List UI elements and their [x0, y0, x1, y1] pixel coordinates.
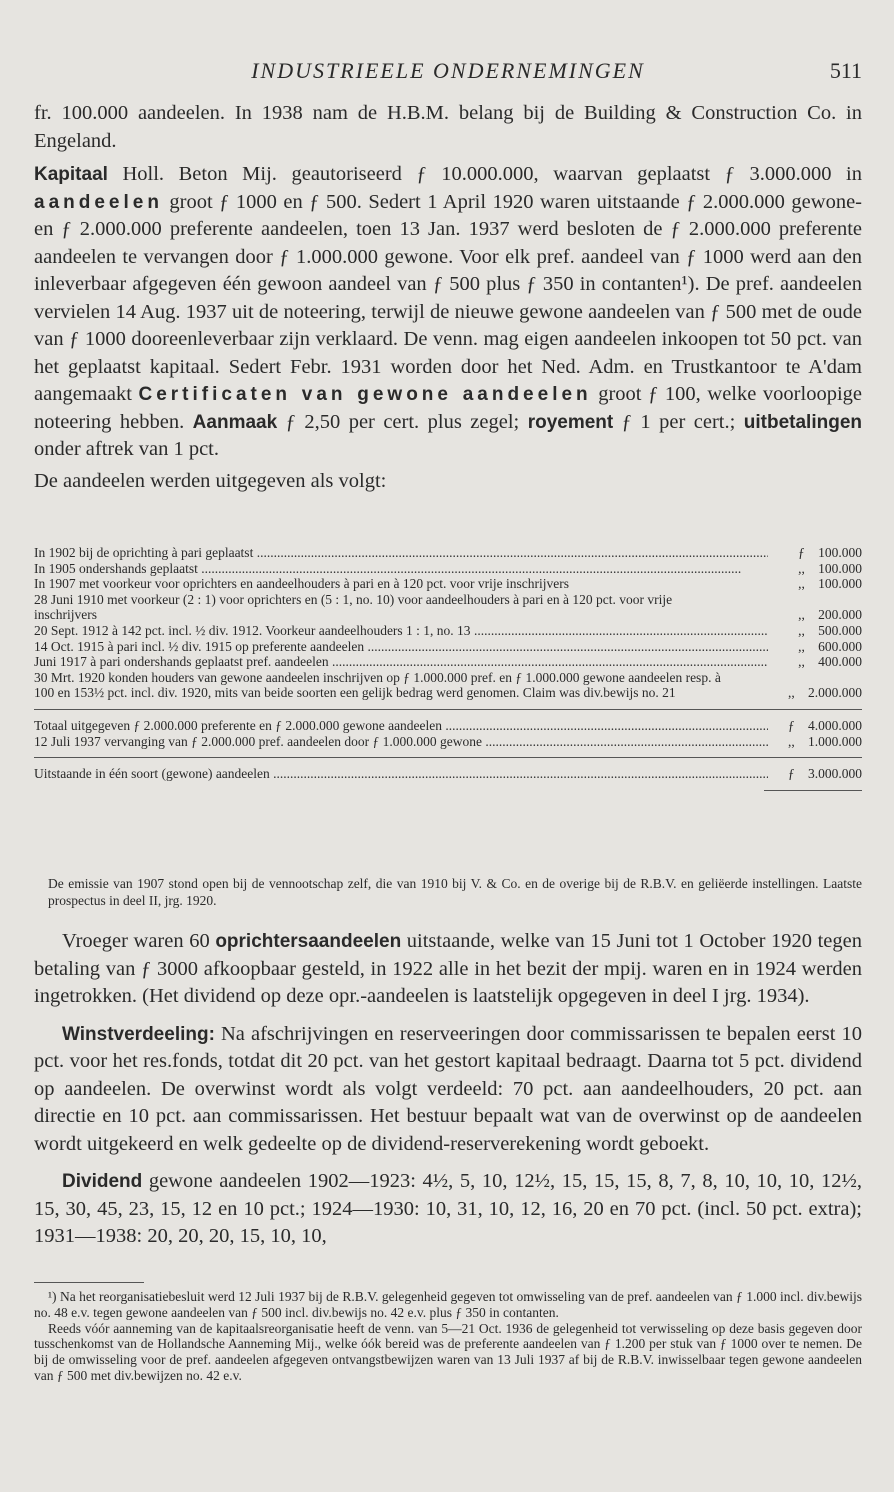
- currency-mark: ƒ: [788, 717, 795, 733]
- table-row: [34, 766, 862, 782]
- currency-mark: ƒ: [798, 545, 805, 560]
- table-row: [34, 654, 862, 670]
- table-row: [34, 718, 862, 734]
- issue-desc: Juni 1917 à pari ondershands geplaatst pref. aandeelen .....: [34, 654, 768, 670]
- issue-amount: 200.000: [818, 607, 862, 623]
- kapitaal-paragraph: [34, 161, 862, 464]
- uitbetalingen-label: uitbetalingen: [743, 411, 862, 433]
- issue-desc: In 1905 ondershands geplaatst .....: [34, 561, 768, 577]
- table-divider: [34, 709, 862, 710]
- oprichters-text-2: uitstaande, welke van 15 Juni tot 1 October 1920 tegen betaling van ƒ 3000 afkoopbaar gesteld, in 1922 alle in het bezit der mpij. waren en in 1924 werden ingetrokken. (Het dividend op deze opr.-aandeelen is laatstelijk opgegeven in deel I jrg. 1934).: [34, 930, 862, 1007]
- emission-note-text: De emissie van 1907 stond open bij de vennootschap zelf, die van 1910 bij V. & Co. en de overige bij de R.B.V. en geliëerde instellingen. Laatste prospectus in deel II, jrg. 1920.: [48, 876, 862, 908]
- issue-desc: 20 Sept. 1912 à 142 pct. incl. ½ div. 1912. Voorkeur aandeelhouders 1 : 1, no. 13 .....: [34, 623, 768, 639]
- issue-desc: 14 Oct. 1915 à pari incl. ½ div. 1915 op preferente aandeelen .....: [34, 639, 768, 655]
- currency-mark: ,,: [798, 622, 805, 638]
- footnote-2: Reeds vóór aanneming van de kapitaalsreorganisatie heeft de venn. van 5—21 Oct. 1936 de gelegenheid tot verwisseling op deze basis gegeven door tusschenkomst van de Hollandsche Aanneming Mij., welke óók bereid was de preferente aandeelen van ƒ 1.200 per stuk van ƒ 1000 over te nemen. De bij de omwisseling voor de pref. aandeelen afgegeven ontvangstbewijzen waren van 13 Juli 1937 af bij de R.B.V. inwisselbaar tegen gewone aandeelen van ƒ 500 met div.bewijzen no. 42 e.v.: [34, 1320, 862, 1383]
- table-row: [34, 561, 862, 577]
- total-amount: 4.000.000: [808, 717, 862, 733]
- kapitaal-text-6: onder aftrek van 1 pct.: [34, 438, 219, 460]
- dividend-label: Dividend: [62, 1171, 143, 1192]
- table-row: [34, 639, 862, 655]
- footnote-1: ¹) Na het reorganisatiebesluit werd 12 Juli 1937 bij de R.B.V. gelegenheid gegeven tot omwisseling van de pref. aandeelen van ƒ 1.000 incl. div.bewijs no. 48 e.v. tegen gewone aandeelen van ƒ 500 incl. div.bewijs no. 42 e.v. plus ƒ 350 in contanten.: [34, 1289, 862, 1320]
- oprichters-text-1: Vroeger waren 60: [62, 930, 216, 952]
- currency-mark: ,,: [798, 638, 805, 654]
- intro-paragraph: fr. 100.000 aandeelen. In 1938 nam de H.B.M. belang bij de Building & Construction Co. in Engeland.: [34, 102, 862, 152]
- issue-amount: 600.000: [818, 638, 862, 654]
- table-divider: [34, 757, 862, 758]
- issue-amount: 100.000: [818, 560, 862, 576]
- kapitaal-text-5: ƒ 1 per cert.;: [613, 410, 744, 433]
- currency-mark: ,,: [798, 576, 805, 592]
- currency-mark: ,,: [798, 560, 805, 576]
- oprichters-label: oprichtersaandeelen: [215, 931, 402, 952]
- issue-amount: 400.000: [818, 654, 862, 670]
- dividend-paragraph: [34, 1168, 862, 1251]
- table-row: [34, 592, 862, 623]
- table-row: [34, 623, 862, 639]
- currency-mark: ,,: [798, 654, 805, 670]
- winst-label: Winstverdeeling:: [62, 1023, 215, 1045]
- running-header: [34, 58, 862, 88]
- winst-paragraph: [34, 1021, 862, 1159]
- aanmaak-label: Aanmaak: [192, 411, 278, 433]
- issue-desc: In 1907 met voorkeur voor oprichters en aandeelhouders à pari en à 120 pct. voor vrije inschrijvers: [34, 576, 569, 592]
- kapitaal-text-4: ƒ 2,50 per cert. plus zegel;: [277, 410, 528, 433]
- aandeelen-term: aandeelen: [34, 191, 163, 213]
- table-row: [34, 670, 862, 701]
- footnotes: [34, 1282, 862, 1384]
- issue-desc: In 1902 bij de oprichting à pari geplaatst .....: [34, 545, 768, 561]
- footnote-divider: [34, 1282, 144, 1283]
- issue-desc: 28 Juni 1910 met voorkeur (2 : 1) voor oprichters en (5 : 1, no. 10) voor aandeelhouders à pari en à 120 pct. voor vrije inschrijvers: [34, 591, 673, 623]
- issue-desc: 30 Mrt. 1920 konden houders van gewone aandeelen inschrijven op ƒ 1.000.000 pref. en ƒ 1.000.000 gewone aandeelen resp. à 100 en 153½ pct. incl. div. 1920, mits van beide soorten een gelijk bedrag werd genomen. Claim was div.bewijs no. 21: [34, 669, 721, 701]
- issue-amount: 2.000.000: [808, 685, 862, 701]
- certificaten-term: Certificaten van gewone aandeelen: [138, 384, 592, 405]
- currency-mark: ƒ: [788, 766, 795, 782]
- issue-amount: 100.000: [818, 545, 862, 560]
- winst-text: Na afschrijvingen en reserveeringen door commissarissen te bepalen eerst 10 pct. voor het res.fonds, totdat dit 20 pct. van het gestort kapitaal bedraagt. Daarna tot 5 pct. dividend op aandeelen. De overwinst wordt als volgt verdeeld: 70 pct. aan aandeelhouders, 20 pct. aan directie en 10 pct. aan commissarissen. Het bestuur bepaalt wat van de overwinst op de aandeelen wordt uitgekeerd en welk gedeelte op de dividend-reserverekening wordt geboekt.: [34, 1022, 862, 1155]
- outstanding-amount: 3.000.000: [808, 766, 862, 782]
- currency-mark: ,,: [788, 733, 795, 749]
- issue-intro: De aandeelen werden uitgegeven als volgt:: [34, 469, 387, 492]
- dividend-text: gewone aandeelen 1902—1923: 4½, 5, 10, 12½, 15, 15, 15, 8, 7, 8, 10, 10, 10, 12½, 15, 30, 45, 23, 15, 12 en 10 pct.; 1924—1930: 10, 31, 10, 12, 16, 20 en 70 pct. (incl. 50 pct. extra); 1931—1938: 20, 20, 20, 15, 10, 10,: [34, 1170, 862, 1247]
- total-desc: Totaal uitgegeven ƒ 2.000.000 preferente en ƒ 2.000.000 gewone aandeelen .....: [34, 718, 768, 734]
- kapitaal-label: Kapitaal: [34, 164, 108, 185]
- issue-amount: 500.000: [818, 622, 862, 638]
- currency-mark: ,,: [788, 685, 795, 701]
- body-text-top: [34, 100, 862, 495]
- issue-amount: 100.000: [818, 576, 862, 592]
- table-row: [34, 545, 862, 561]
- body-text-bottom: [34, 928, 862, 1251]
- total-amount: 1.000.000: [808, 733, 862, 749]
- issue-table: [34, 545, 862, 799]
- royement-label: royement: [527, 411, 614, 433]
- table-row: [34, 734, 862, 750]
- header-title: INDUSTRIEELE ONDERNEMINGEN: [251, 58, 645, 83]
- page-number: 511: [829, 58, 862, 83]
- table-row: [34, 576, 862, 592]
- kapitaal-text-1: Holl. Beton Mij. geautoriseerd ƒ 10.000.000, waarvan geplaatst ƒ 3.000.000 in: [107, 163, 862, 185]
- kapitaal-text-3: groot ƒ 100, welke voorloopige noteering hebben.: [34, 383, 862, 433]
- outstanding-desc: Uitstaande in één soort (gewone) aandeelen .....: [34, 766, 768, 782]
- emission-note: [34, 875, 862, 909]
- table-divider: [764, 790, 862, 791]
- total-desc: 12 Juli 1937 vervanging van ƒ 2.000.000 pref. aandeelen door ƒ 1.000.000 gewone .....: [34, 734, 768, 750]
- kapitaal-text-2: groot ƒ 1000 en ƒ 500. Sedert 1 April 1920 waren uitstaande ƒ 2.000.000 gewone- en ƒ 2.000.000 preferente aandeelen, toen 13 Jan. 1937 werd besloten de ƒ 2.000.000 preferente aandeelen te vervangen door ƒ 1.000.000 gewone. Voor elk pref. aandeel van ƒ 1000 werd aan den inleverbaar afgegeven één gewoon aandeel van ƒ 500 plus ƒ 350 in contanten¹). De pref. aandeelen vervielen 14 Aug. 1937 uit de noteering, terwijl de nieuwe gewone aandeelen van ƒ 500 met de oude van ƒ 1000 dooreenleverbaar zijn verklaard. De venn. mag eigen aandeelen inkoopen tot 50 pct. van het geplaatst kapitaal. Sedert Febr. 1931 worden door het Ned. Adm. en Trustkantoor te A'dam aangemaakt: [34, 190, 862, 405]
- oprichters-paragraph: [34, 928, 862, 1011]
- currency-mark: ,,: [798, 607, 805, 623]
